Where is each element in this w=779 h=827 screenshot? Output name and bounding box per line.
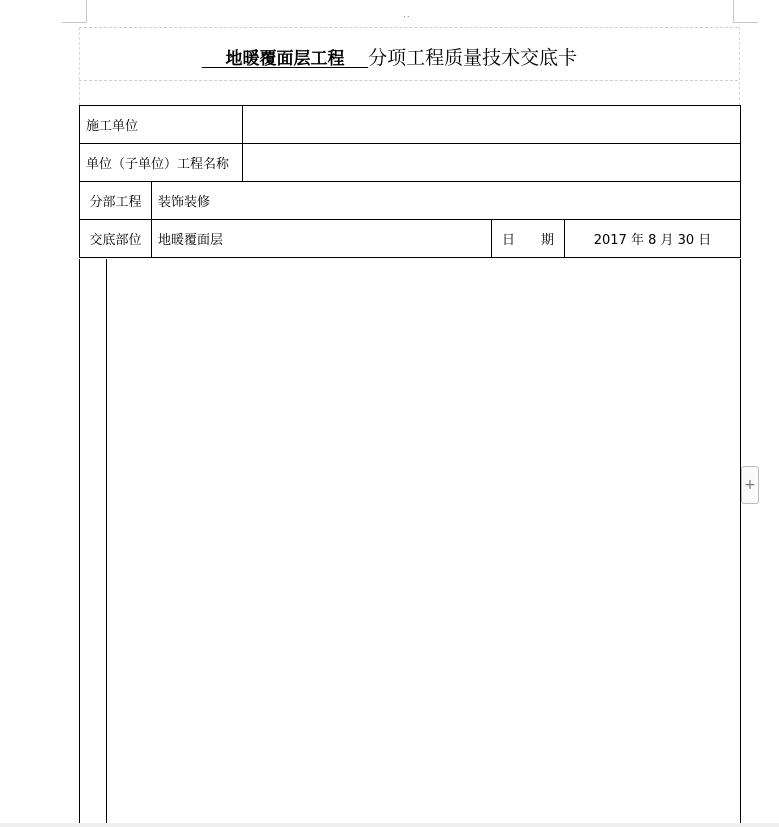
- date-value[interactable]: 2017 年 8 月 30 日: [565, 220, 741, 258]
- disclosure-content-area[interactable]: [79, 259, 741, 827]
- content-column-divider: [106, 259, 107, 827]
- construction-unit-label: 施工单位: [80, 106, 243, 144]
- disclosure-form-table: [79, 105, 741, 258]
- plus-icon: +: [744, 477, 756, 493]
- crop-mark-top-left: [62, 0, 87, 23]
- construction-unit-value[interactable]: [243, 106, 741, 144]
- page-title: [0, 44, 779, 73]
- bottom-scroll-band: [0, 823, 779, 827]
- project-name-value[interactable]: [243, 144, 741, 182]
- division-label: 分部工程: [80, 182, 152, 220]
- division-value[interactable]: 装饰装修: [152, 182, 741, 220]
- disclosure-part-value[interactable]: 地暖覆面层: [152, 220, 492, 258]
- crop-mark-top-right: [733, 0, 758, 23]
- title-suffix: 分项工程质量技术交底卡: [368, 47, 578, 69]
- title-project-name: 地暖覆面层工程: [201, 49, 369, 69]
- table-row: [80, 182, 741, 220]
- table-row: [80, 144, 741, 182]
- top-marker: ..: [403, 10, 411, 20]
- disclosure-part-label: 交底部位: [80, 220, 152, 258]
- date-label: 日 期: [492, 220, 565, 258]
- project-name-label: 单位（子单位）工程名称: [80, 144, 243, 182]
- table-row: [80, 106, 741, 144]
- add-row-button[interactable]: [741, 466, 759, 504]
- table-row: [80, 220, 741, 258]
